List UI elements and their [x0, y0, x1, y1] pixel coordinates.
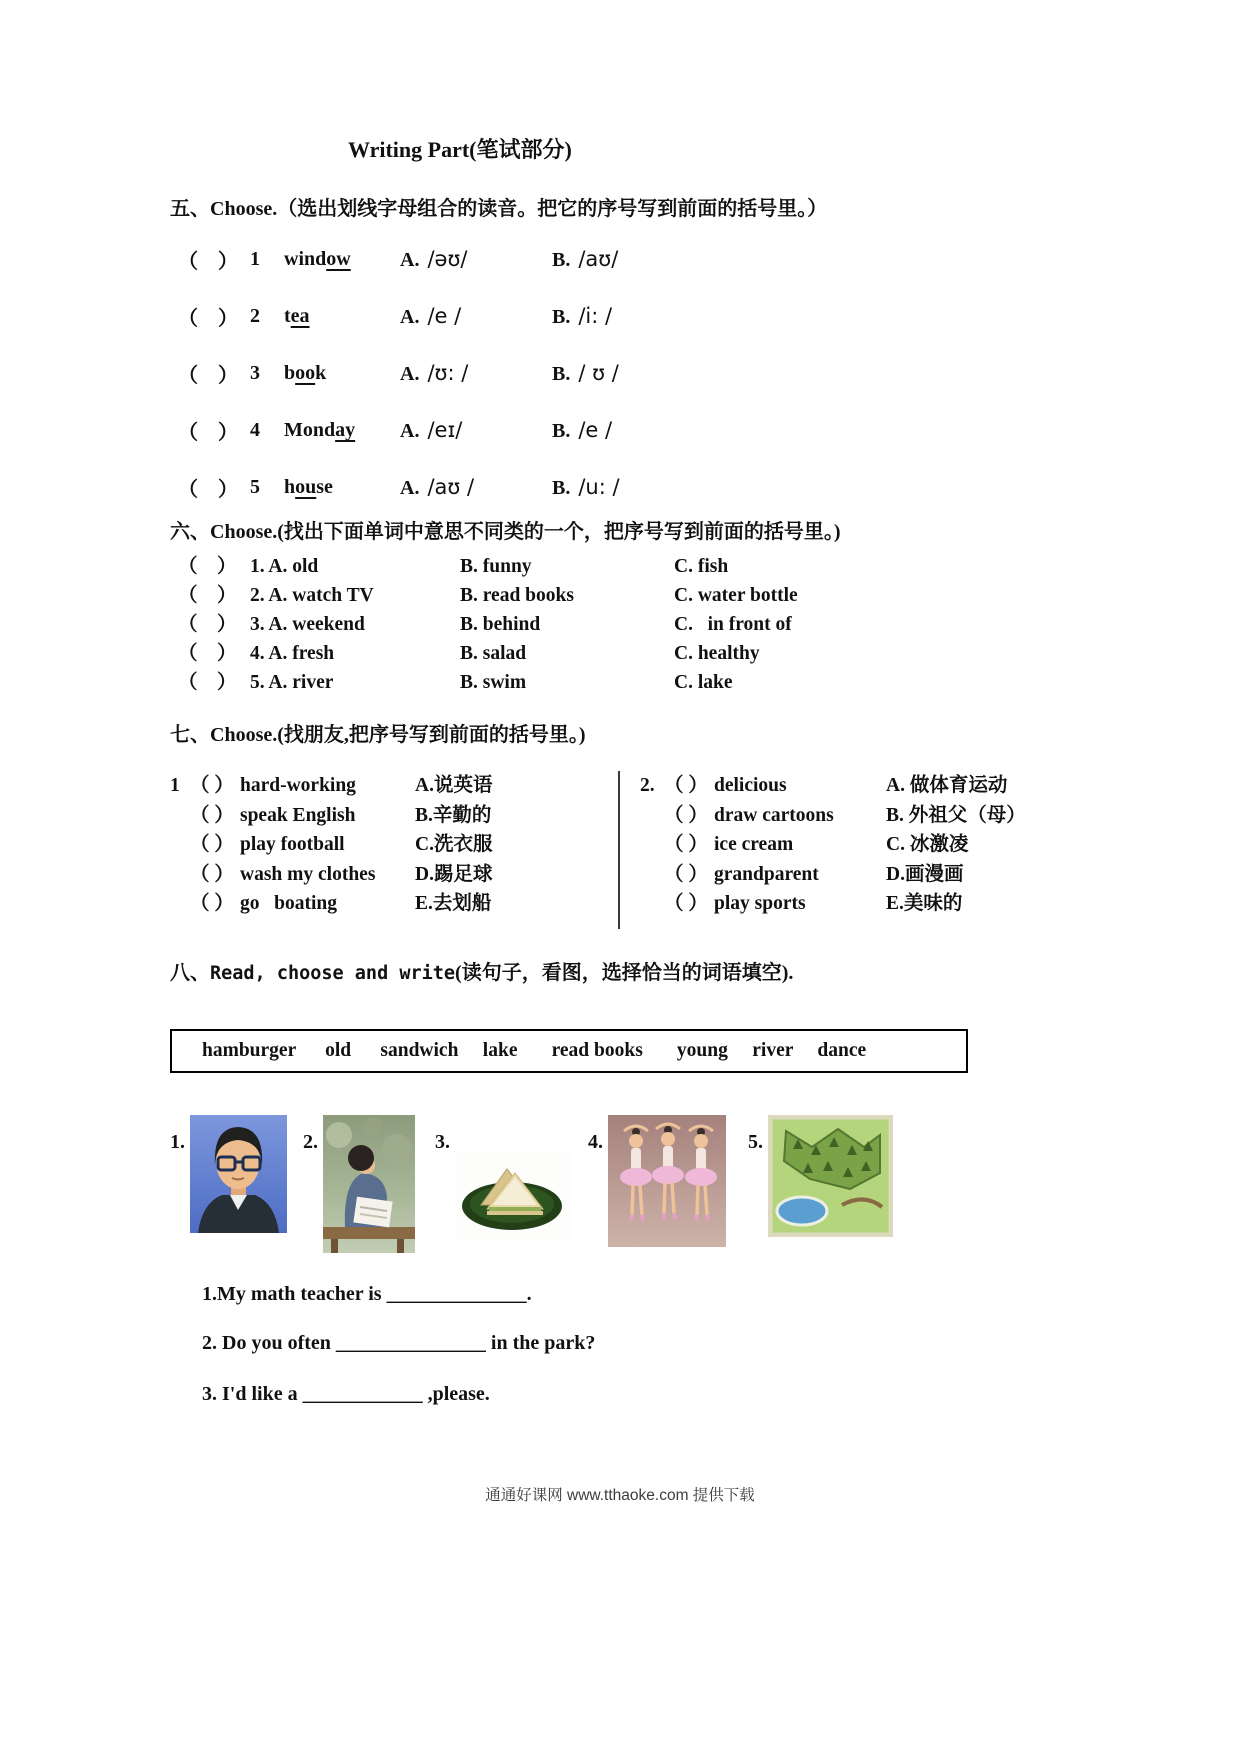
option-b: B. funny: [460, 556, 532, 577]
phrase: ice cream: [714, 834, 794, 855]
group-number: [640, 801, 664, 831]
match-option: D.画漫画: [886, 863, 964, 885]
option-a: 4. A. fresh: [250, 643, 335, 664]
matching-column-right: [618, 771, 1110, 929]
matching-row: [640, 801, 1110, 831]
picture-4: [588, 1115, 726, 1247]
matching-row: [170, 889, 618, 919]
picture-number: 5.: [748, 1131, 763, 1153]
word-bank: hamburger old sandwich lake read books young river dance: [170, 1029, 968, 1073]
question-number: 5: [250, 476, 260, 498]
phrase: grandparent: [714, 863, 819, 885]
phrase: speak English: [240, 804, 356, 826]
math-teacher-photo: [190, 1115, 287, 1233]
picture-number: 4.: [588, 1131, 603, 1153]
phrase: play football: [240, 834, 345, 855]
word-prefix: Mond: [284, 419, 336, 441]
phonics-row: [170, 288, 1090, 345]
group-number: [170, 889, 190, 919]
answer-bracket: （ ）: [190, 804, 234, 826]
phrase: delicious: [714, 775, 787, 796]
phonics-rows: [170, 231, 1090, 516]
section-five: [170, 192, 1090, 516]
picture-number: 1.: [170, 1131, 185, 1153]
matching-column-left: [170, 771, 618, 929]
underlined-letters: ea: [290, 305, 310, 327]
answer-bracket: （ ）: [178, 308, 238, 330]
option-b: B. read books: [460, 585, 574, 606]
fill-sentence-2: 2. Do you often _______________ in the park?: [202, 1332, 596, 1354]
phrase: draw cartoons: [714, 804, 834, 826]
word-prefix: b: [284, 362, 296, 384]
answer-bracket: （ ）: [178, 614, 237, 635]
matching-row: [640, 889, 1110, 919]
target-word: [284, 476, 400, 499]
match-option: D.踢足球: [415, 863, 493, 885]
section-seven-heading: 七、Choose.(找朋友,把序号写到前面的括号里。): [170, 724, 586, 746]
option-a: 5. A. river: [250, 672, 334, 693]
matching-row: [170, 830, 618, 860]
phrase: hard-working: [240, 775, 356, 796]
phonetic-b: /u: /: [578, 475, 620, 499]
question-number: 3: [250, 362, 260, 384]
option-c: C. water bottle: [674, 585, 798, 606]
sandwich-photo: [455, 1151, 570, 1239]
word-prefix: h: [284, 476, 296, 498]
section-six-heading: 六、Choose.(找出下面单词中意思不同类的一个，把序号写到前面的括号里。): [170, 521, 841, 543]
question-number: 1: [250, 248, 260, 270]
answer-bracket: （ ）: [178, 672, 237, 693]
footer-credit: 通通好课网 www.tthaoke.com 提供下载: [485, 1487, 755, 1504]
answer-bracket: （ ）: [178, 251, 238, 273]
section-six: [170, 515, 1110, 697]
matching-row: [640, 771, 1110, 801]
answer-bracket: （ ）: [664, 804, 708, 826]
matching-row: [170, 771, 618, 801]
word-suffix: k: [315, 362, 327, 384]
matching-columns: [170, 771, 1110, 929]
answer-bracket: （ ）: [664, 775, 708, 796]
option-a: 1. A. old: [250, 556, 319, 577]
option-b: B. /i: /: [552, 304, 613, 328]
option-c: C. fish: [674, 556, 729, 577]
section-five-heading: 五、Choose.（选出划线字母组合的读音。把它的序号写到前面的括号里。）: [170, 198, 828, 220]
section-eight-heading: 八、Read, choose and write(读句子，看图，选择恰当的词语填空).: [170, 962, 794, 984]
answer-bracket: （ ）: [190, 775, 234, 796]
option-a: A. /ʊ: /: [400, 361, 469, 385]
picture-1: [170, 1115, 287, 1233]
odd-one-out-row: [170, 668, 1110, 697]
underlined-letters: oo: [295, 362, 316, 384]
option-b: B. salad: [460, 643, 527, 664]
picture-2: [303, 1115, 415, 1253]
underlined-letters: ow: [326, 248, 351, 270]
odd-one-out-row: [170, 610, 1110, 639]
picture-5: [748, 1115, 893, 1237]
word-prefix: wind: [284, 248, 327, 270]
phrase: wash my clothes: [240, 863, 376, 885]
page-title: Writing Part(笔试部分): [348, 137, 572, 162]
answer-bracket: （ ）: [190, 834, 234, 855]
option-c: C. lake: [674, 672, 733, 693]
phonetic-a: /e /: [427, 304, 462, 328]
picture-3: [435, 1115, 570, 1239]
answer-bracket: （ ）: [178, 556, 237, 577]
ballet-dancers-photo: [608, 1115, 726, 1247]
match-option: C.洗衣服: [415, 834, 493, 855]
answer-bracket: （ ）: [190, 893, 234, 914]
option-b: B. /e /: [552, 418, 613, 442]
phonics-row: [170, 345, 1090, 402]
answer-bracket: （ ）: [664, 834, 708, 855]
phonetic-b: / ʊ /: [578, 361, 619, 385]
phonetic-a: /ʊ: /: [427, 361, 469, 385]
section-eight: [170, 956, 1110, 1406]
section-seven: [170, 718, 1110, 929]
group-number: 1: [170, 775, 180, 796]
match-option: A.说英语: [415, 775, 493, 796]
answer-bracket: （ ）: [178, 365, 238, 387]
question-number: 4: [250, 419, 260, 441]
phonics-row: [170, 402, 1090, 459]
option-b: B. /aʊ/: [552, 247, 619, 271]
group-number: [170, 860, 190, 890]
phonetic-a: /eɪ/: [427, 418, 463, 442]
option-a: A. /aʊ /: [400, 475, 475, 499]
option-a: A. /əʊ/: [400, 247, 468, 271]
group-number: [170, 801, 190, 831]
answer-bracket: （ ）: [178, 479, 238, 501]
answer-bracket: （ ）: [664, 863, 708, 885]
option-b: B. swim: [460, 672, 527, 693]
matching-row: [170, 801, 618, 831]
target-word: [284, 362, 400, 385]
option-c: C. in front of: [674, 614, 792, 635]
lake-map-picture: [768, 1115, 893, 1237]
phonetic-b: /aʊ/: [578, 247, 619, 271]
group-number: [640, 830, 664, 860]
option-a: A. /eɪ/: [400, 418, 463, 442]
match-option: B.辛勤的: [415, 804, 492, 826]
answer-bracket: （ ）: [178, 422, 238, 444]
phonics-row: [170, 231, 1090, 288]
word-suffix: se: [316, 476, 333, 498]
answer-bracket: （ ）: [178, 643, 237, 664]
target-word: [284, 305, 400, 328]
option-c: C. healthy: [674, 643, 760, 664]
girl-reading-photo: [323, 1115, 415, 1253]
group-number: [170, 830, 190, 860]
picture-number: 3.: [435, 1131, 450, 1153]
underlined-letters: ay: [335, 419, 356, 441]
odd-one-out-row: [170, 639, 1110, 668]
group-number: [640, 889, 664, 919]
matching-row: [640, 860, 1110, 890]
match-option: E.去划船: [415, 893, 492, 914]
phonetic-a: /əʊ/: [427, 247, 468, 271]
phrase: go boating: [240, 893, 337, 914]
picture-number: 2.: [303, 1131, 318, 1153]
section-eight-heading-english: Read, choose and write: [210, 963, 456, 984]
fill-sentence-3: 3. I'd like a ____________ ,please.: [202, 1383, 490, 1405]
option-b: B. / ʊ /: [552, 361, 619, 385]
phonetic-b: /i: /: [578, 304, 613, 328]
question-number: 2: [250, 305, 260, 327]
target-word: [284, 419, 400, 442]
odd-one-out-row: [170, 581, 1110, 610]
phonetic-b: /e /: [578, 418, 613, 442]
fill-sentence-1: 1.My math teacher is ______________.: [202, 1283, 532, 1305]
group-number: [640, 860, 664, 890]
odd-one-out-row: [170, 552, 1110, 581]
phonics-row: [170, 459, 1090, 516]
answer-bracket: （ ）: [190, 863, 234, 885]
option-b: B. behind: [460, 614, 541, 635]
phrase: play sports: [714, 893, 806, 914]
option-a: A. /e /: [400, 304, 462, 328]
matching-row: [170, 860, 618, 890]
matching-row: [640, 830, 1110, 860]
answer-bracket: （ ）: [664, 893, 708, 914]
group-number: 2.: [640, 775, 655, 796]
match-option: E.美味的: [886, 893, 963, 914]
target-word: [284, 248, 400, 271]
option-a: 2. A. watch TV: [250, 585, 374, 606]
phonetic-a: /aʊ /: [427, 475, 475, 499]
match-option: B. 外祖父（母）: [886, 804, 1026, 826]
picture-row: [170, 1115, 1110, 1253]
option-a: 3. A. weekend: [250, 614, 365, 635]
word-prefix: t: [284, 305, 291, 327]
underlined-letters: ou: [295, 476, 317, 498]
answer-bracket: （ ）: [178, 585, 237, 606]
match-option: A. 做体育运动: [886, 775, 1008, 796]
odd-one-out-rows: [170, 552, 1110, 697]
match-option: C. 冰激凌: [886, 834, 969, 855]
option-b: B. /u: /: [552, 475, 620, 499]
